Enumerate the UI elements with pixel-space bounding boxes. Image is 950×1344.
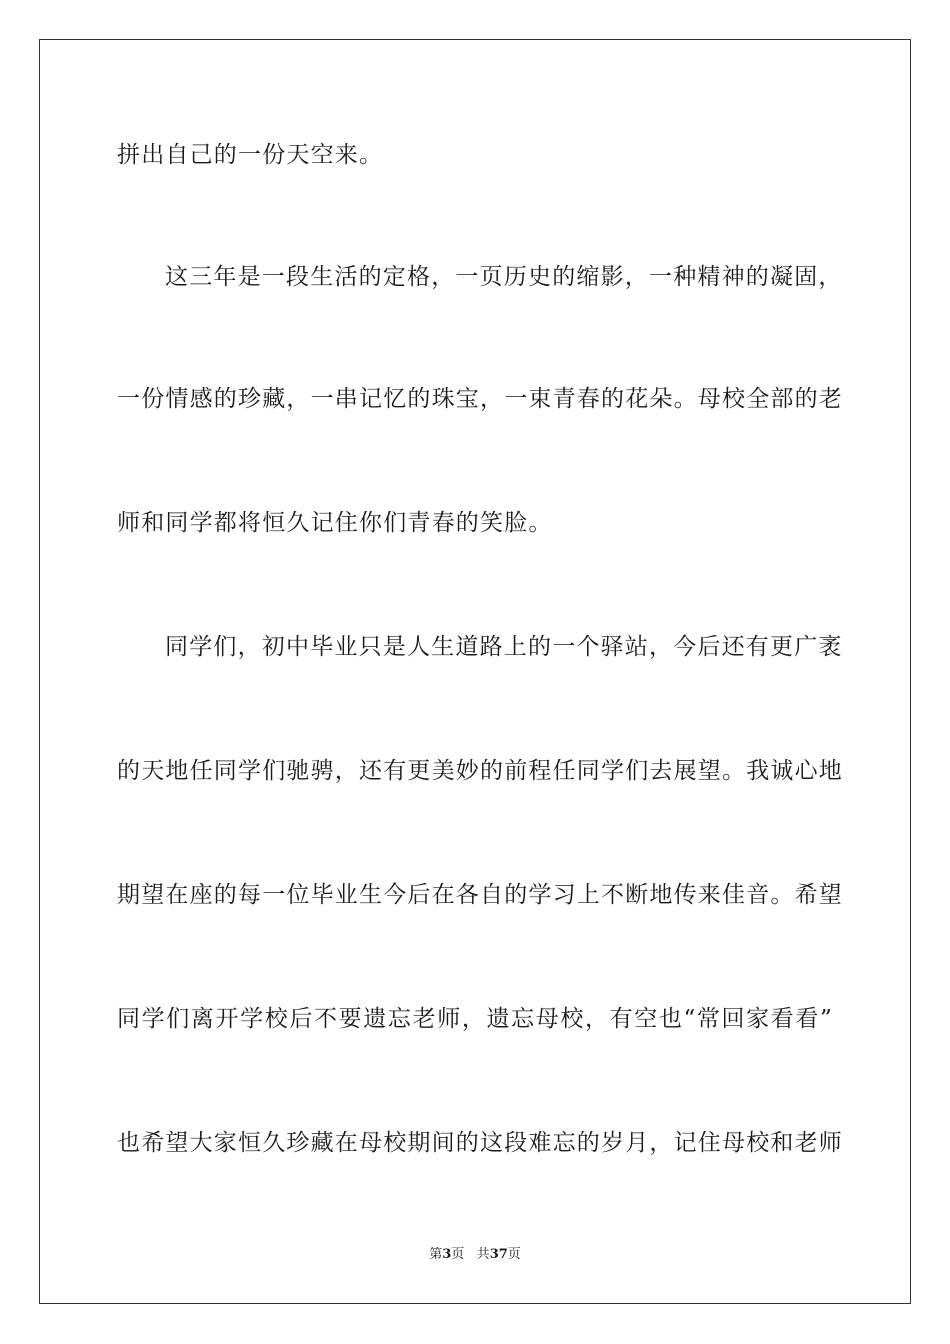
text-line-9: 也希望大家恒久珍藏在母校期间的这段难忘的岁月，记住母校和老师: [117, 1130, 843, 1156]
total-label-prefix: 共: [476, 1247, 490, 1262]
total-pages: 37: [489, 1247, 508, 1262]
text-line-8: 同学们离开学校后不要遗忘老师，遗忘母校，有空也“常回家看看”: [117, 1006, 833, 1032]
text-line-5: 同学们，初中毕业只是人生道路上的一个驿站，今后还有更广袤: [165, 634, 843, 660]
text-line-3: 一份情感的珍藏，一串记忆的珠宝，一束青春的花朵。母校全部的老: [117, 386, 843, 412]
page-border: [39, 39, 911, 1304]
page-label-suffix: 页: [451, 1247, 465, 1262]
total-label-suffix: 页: [507, 1247, 521, 1262]
text-line-4: 师和同学都将恒久记住你们青春的笑脸。: [117, 510, 553, 536]
text-line-6: 的天地任同学们驰骋，还有更美妙的前程任同学们去展望。我诚心地: [117, 758, 843, 784]
text-line-2: 这三年是一段生活的定格，一页历史的缩影，一种精神的凝固，: [165, 264, 843, 290]
page-label-prefix: 第: [429, 1247, 443, 1262]
page-number: 3: [442, 1247, 452, 1262]
text-line-7: 期望在座的每一位毕业生今后在各自的学习上不断地传来佳音。希望: [117, 882, 843, 908]
text-line-1: 拼出自己的一份天空来。: [117, 142, 384, 168]
page-footer: [0, 1246, 950, 1264]
